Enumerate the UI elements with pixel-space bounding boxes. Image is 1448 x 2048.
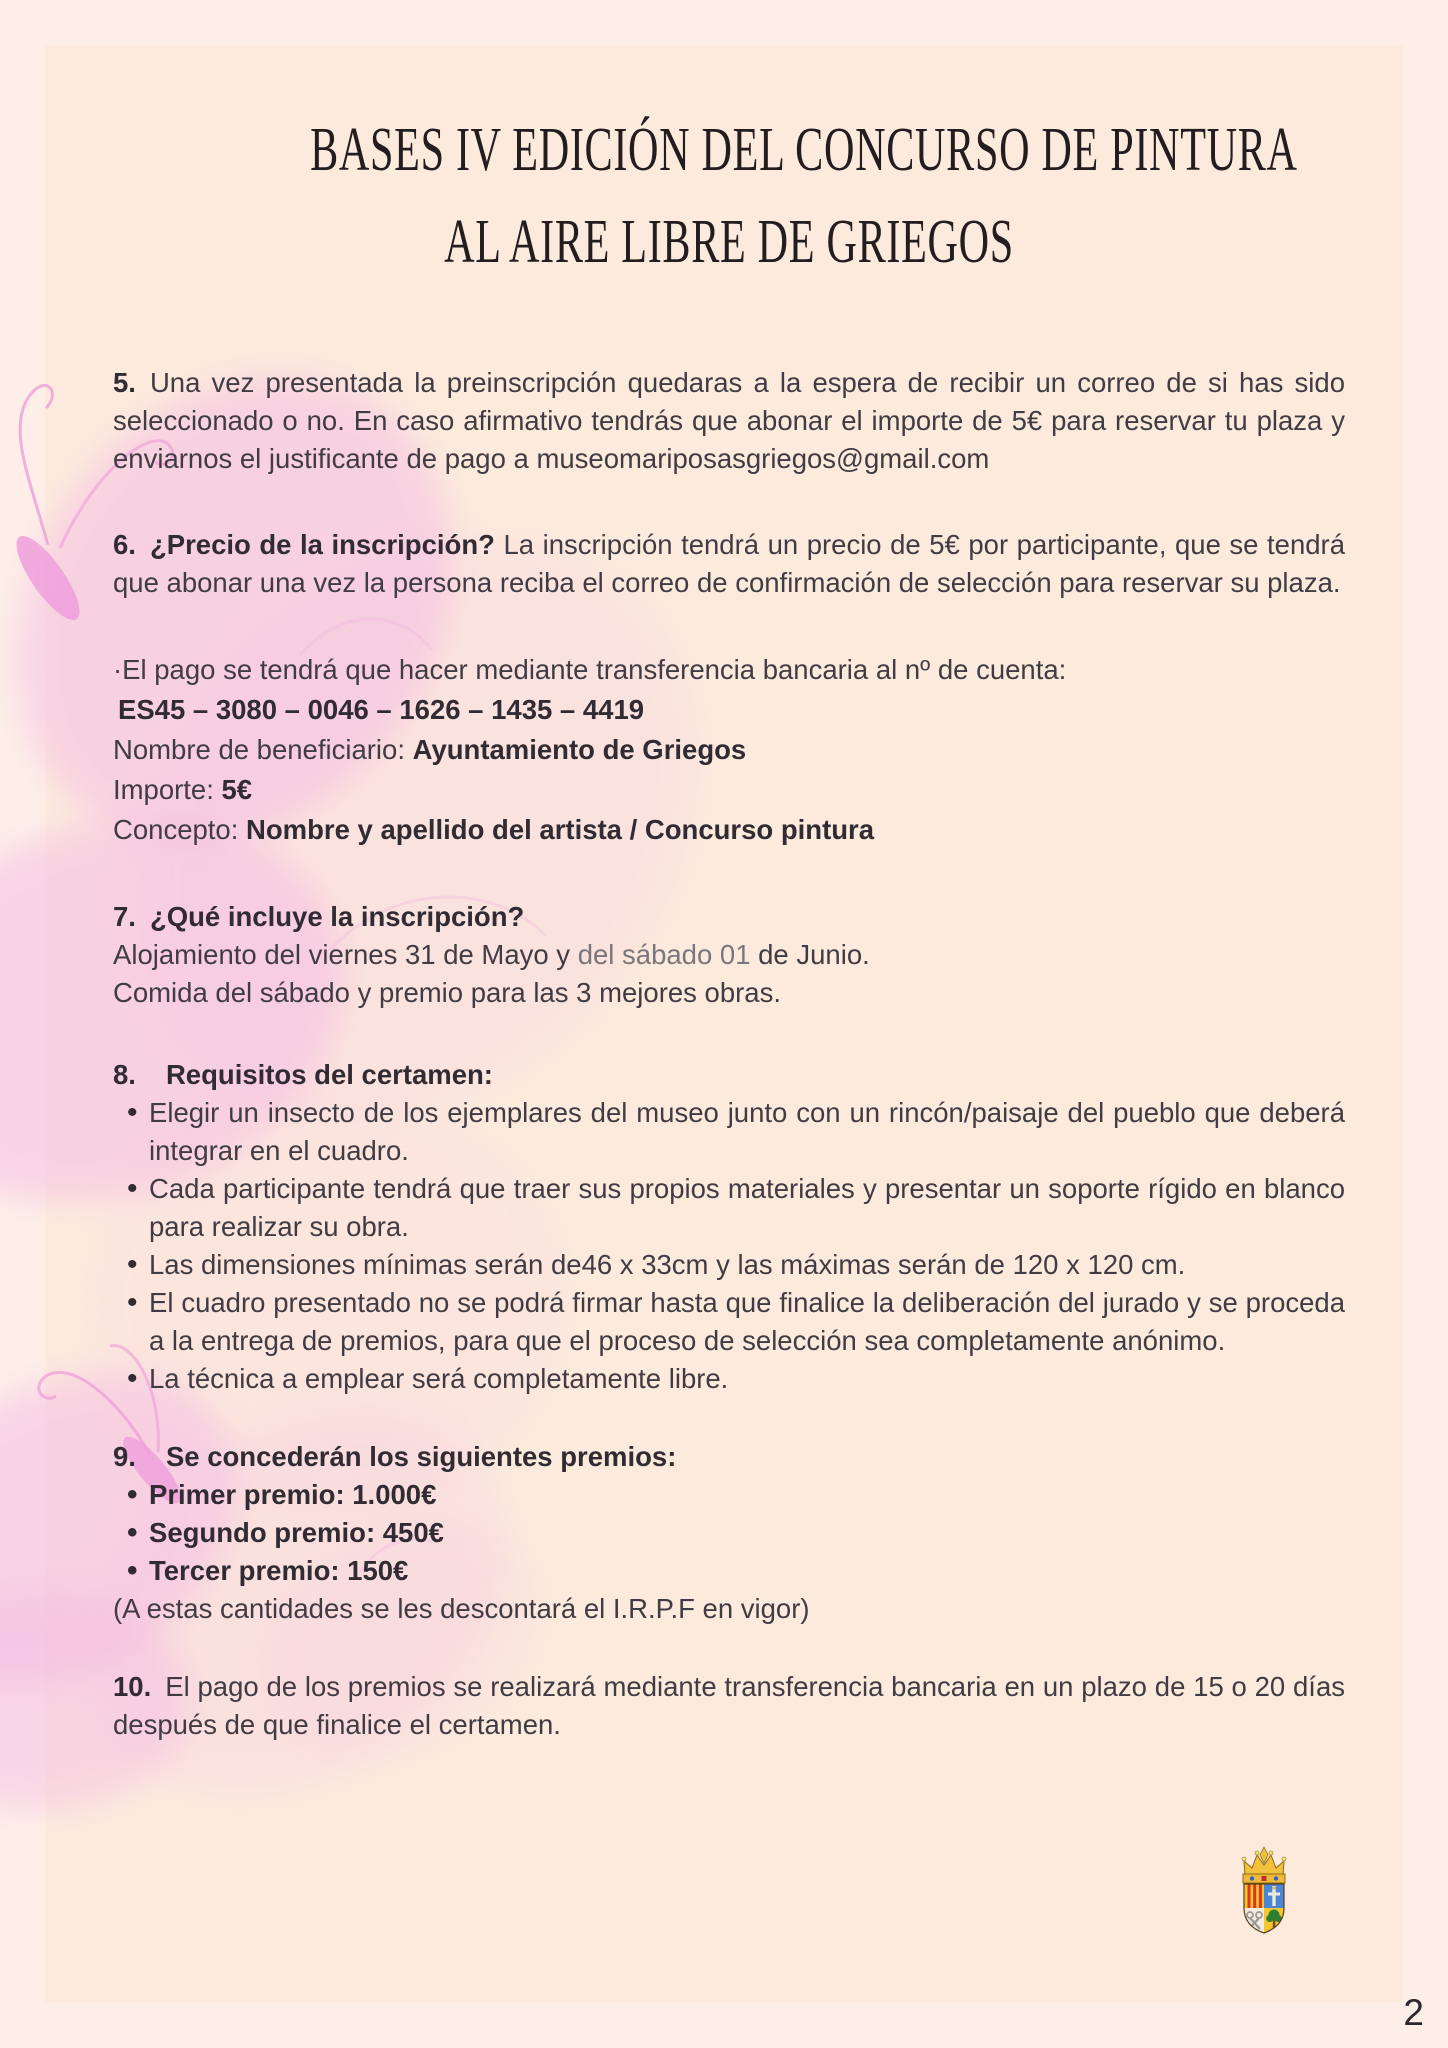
section-7-heading-text: ¿Qué incluye la inscripción? [149, 901, 525, 932]
section-6-text: La inscripción tendrá un precio de 5€ por participante, que se tendrá que abonar una vez la persona reciba el correo de confirmación de selección para reservar su plaza. [113, 529, 1345, 598]
requirements-list [113, 1094, 1345, 1398]
section-10-text: El pago de los premios se realizará mediante transferencia bancaria en un plazo de 15 o 20 días después de que finalice el certamen. [113, 1671, 1345, 1740]
list-item: • Las dimensiones mínimas serán de46 x 33cm y las máximas serán de 120 x 120 cm. [113, 1246, 1345, 1284]
payment-concept-label: Concepto: [113, 814, 247, 845]
section-9-number: 9. [113, 1441, 136, 1472]
section-7-heading [113, 898, 1345, 936]
list-item: • Tercer premio: 150€ [113, 1552, 1345, 1590]
section-8-number: 8. [113, 1059, 136, 1090]
section-6-number: 6. [113, 529, 136, 560]
payment-beneficiary-value: Ayuntamiento de Griegos [412, 734, 747, 765]
page-number: 2 [1403, 1992, 1424, 2033]
irpf-note: (A estas cantidades se les descontará el I.R.P.F en vigor) [113, 1593, 810, 1624]
list-item: • El cuadro presentado no se podrá firmar hasta que finalice la deliberación del jurado y se proceda a la entrega de premios, para que el proceso de selección sea completamente anónimo. [113, 1284, 1345, 1360]
section-8-heading-text: Requisitos del certamen: [165, 1059, 493, 1090]
page-title-line2: AL AIRE LIBRE DE GRIEGOS [444, 208, 1014, 276]
section-8-block [113, 1056, 1345, 1398]
section-10-number: 10. [113, 1671, 152, 1702]
section-6-paragraph [113, 526, 1345, 602]
section-7-block [113, 898, 1345, 1012]
payment-iban: ES45 – 3080 – 0046 – 1626 – 1435 – 4419 [118, 694, 645, 725]
griegos-coat-of-arms-icon [1231, 1846, 1297, 1938]
payment-beneficiary-line [113, 730, 1345, 770]
section-7-line1-b: del sábado 01 [577, 939, 759, 970]
payment-concept-line [113, 810, 1345, 850]
section-7-line1 [113, 936, 1345, 974]
section-8-heading [113, 1056, 1345, 1094]
list-item: • Cada participante tendrá que traer sus propios materiales y presentar un soporte rígido en blanco para realizar su obra. [113, 1170, 1345, 1246]
section-5-paragraph [113, 364, 1345, 478]
section-7-line1-c: de Junio. [758, 939, 870, 970]
section-9-heading-text: Se concederán los siguientes premios: [165, 1441, 677, 1472]
section-9-block [113, 1438, 1345, 1628]
payment-amount-label: Importe: [113, 774, 222, 805]
page-title-line1: BASES IV EDICIÓN DEL CONCURSO DE PINTURA [310, 116, 1298, 184]
list-item: • La técnica a emplear será completamente libre. [113, 1360, 1345, 1398]
payment-beneficiary-label: Nombre de beneficiario: [113, 734, 413, 765]
section-7-number: 7. [113, 901, 136, 932]
section-7-line2: Comida del sábado y premio para las 3 mejores obras. [113, 977, 781, 1008]
payment-intro: ·El pago se tendrá que hacer mediante transferencia bancaria al nº de cuenta: [113, 654, 1067, 685]
list-item: • Segundo premio: 450€ [113, 1514, 1345, 1552]
list-item: • Primer premio: 1.000€ [113, 1476, 1345, 1514]
payment-amount-line [113, 770, 1345, 810]
payment-concept-value: Nombre y apellido del artista / Concurso pintura [246, 814, 875, 845]
section-9-heading [113, 1438, 1345, 1476]
section-6-question: ¿Precio de la inscripción? [149, 529, 495, 560]
payment-details-block [113, 650, 1345, 850]
payment-amount-value: 5€ [221, 774, 253, 805]
section-5-text: Una vez presentada la preinscripción quedaras a la espera de recibir un correo de si has sido seleccionado o no. En caso afirmativo tendrás que abonar el importe de 5€ para reservar tu plaza y enviarnos el justificante de pago a museomariposasgriegos@gmail.com [113, 367, 1345, 474]
section-7-line1-a: Alojamiento del viernes 31 de Mayo y [113, 939, 578, 970]
section-10-paragraph [113, 1668, 1345, 1744]
section-5-number: 5. [113, 367, 136, 398]
prizes-list [113, 1476, 1345, 1590]
page-title [113, 104, 1345, 288]
list-item: • Elegir un insecto de los ejemplares del museo junto con un rincón/paisaje del pueblo que deberá integrar en el cuadro. [113, 1094, 1345, 1170]
